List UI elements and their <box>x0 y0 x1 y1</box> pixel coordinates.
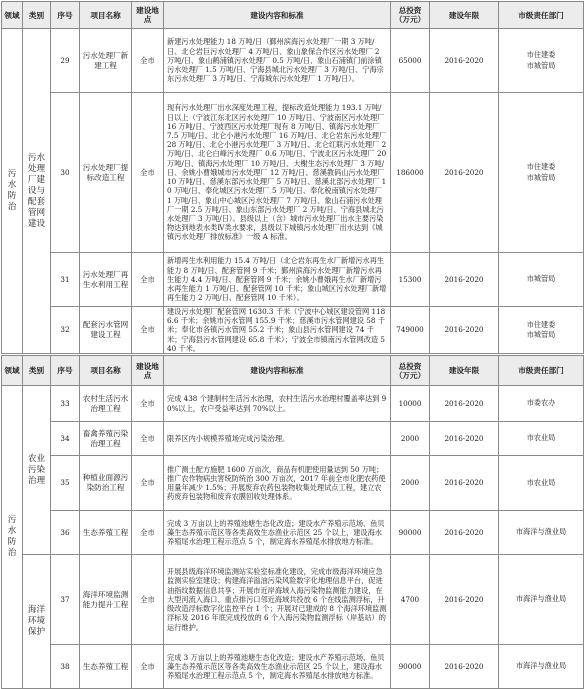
location-cell: 全市 <box>132 253 164 307</box>
header-project: 项目名称 <box>80 2 132 29</box>
header-years: 建设年限 <box>430 356 499 386</box>
domain-cell: 污水防治 <box>2 386 23 689</box>
years-cell: 2016-2020 <box>430 555 499 645</box>
content-cell: 开展县级海洋环境监测站实验室标准化建设，完成市级海洋环境应急监测实验室建设；构建海洋溢油污染风险数字化地理信息平台，促进油指纹数据信息共享；开展市近岸海域入海污染物监测能力建设，在大型河流入海口、重点排污口邻近海域共投放 6 个在线监测浮标，升级改造浮标数字化监控平台 1 个；开展对已建成的 8 个海洋环境监测浮标及 2016 年底完成投放的 6 个入海污染物监测浮标（岸基站）的运行维护。 <box>164 555 391 645</box>
header-seq: 序号 <box>51 2 80 29</box>
investment-cell: 2000 <box>391 456 430 511</box>
investment-cell: 65000 <box>391 29 430 93</box>
dept-cell: 市海洋与渔业局 <box>499 555 584 645</box>
location-cell: 全市 <box>132 555 164 645</box>
table-row <box>2 645 584 689</box>
content-cell: 完成 3 万亩以上的养殖池塘生态化改造；建设水产养殖示范场、鱼贝藻生态养殖示范区等各类高效生态渔业示范区 25 个以上，建设海水养殖尾水治理工程示范点 5 个，制定海水养殖尾水排放地方标准。 <box>164 511 391 555</box>
table-row <box>2 253 584 307</box>
header-category: 类别 <box>23 2 51 29</box>
seq-cell: 30 <box>51 93 80 253</box>
content-cell: 完成 3 万亩以上的养殖池塘生态化改造；建设水产养殖示范场、鱼贝藻生态养殖示范区等各类高效生态渔业示范区 25 个以上，建设海水养殖尾水治理工程示范点 5 个，制定海水养殖尾水排放地方标准。 <box>164 645 391 689</box>
table-row <box>2 456 584 511</box>
header-dept: 市级责任部门 <box>499 356 584 386</box>
seq-cell: 33 <box>51 386 80 422</box>
table-row <box>2 29 584 93</box>
content-cell: 新建污水处理能力 18 万吨/日（鄞州滨海污水处理厂一期 3 万吨/日、北仑岩巨污水处理厂 4 万吨/日、象山象保合作区污水处理厂 2 万吨/日、象山鹤浦镇污水处理厂 0.5 万吨/日、象山石浦镇门前涂镇污水处理厂 1.5 万吨/日、宁海县城北污水处理厂 3 万吨/日、宁海宗东污水处理厂 3 万吨/日、宁海城东污水处理厂 1 万吨/日）。 <box>164 29 391 93</box>
location-cell: 全市 <box>132 93 164 253</box>
content-cell: 建设污水处理厂配套管网 1630.3 千米（宁波中心城区建设管网 1186.6 千米；余姚市污水管网 155.9 千米；慈溪市污水管网建设 58 千米；奉化市各镇污水管网 55.2 千米；象山县污水管网建设 74 千米；宁海县污水管网建设 65.8 千米）；宁波全市镇南污水管网改造 540 千米。 <box>164 307 391 354</box>
table-row <box>2 307 584 354</box>
header-category: 类别 <box>23 356 51 386</box>
seq-cell: 31 <box>51 253 80 307</box>
header-dept: 市级责任部门 <box>499 2 584 29</box>
category-cell: 污水处理厂建设与配套管网建设 <box>23 29 51 354</box>
header-content: 建设内容和标准 <box>164 356 391 386</box>
project-cell: 畜禽养殖污染治理工程 <box>80 422 132 456</box>
location-cell: 全市 <box>132 386 164 422</box>
seq-cell: 35 <box>51 456 80 511</box>
project-cell: 生态养殖工程 <box>80 645 132 689</box>
table-row <box>2 386 584 422</box>
dept-line: 市住建委 <box>526 162 556 171</box>
investment-cell: 186000 <box>391 93 430 253</box>
location-cell: 全市 <box>132 29 164 93</box>
years-cell: 2016-2020 <box>430 422 499 456</box>
project-cell: 污水处理厂再生水利用工程 <box>80 253 132 307</box>
header-location: 建设地点 <box>132 2 164 29</box>
project-cell: 污水处理厂提标改造工程 <box>80 93 132 253</box>
category-cell: 农业污染治理 <box>23 386 51 555</box>
content-cell: 推广测土配方施肥 1600 万亩次，商品有机肥使用量达到 50 万吨；推广农作物病虫害统防统治 300 万亩次，2017 年前全市化肥农药使用量年减少 1.5%；开展废弃农药包装物收集处理试点工程，建立农药废弃包装物和废弃农膜回收处理体系。 <box>164 456 391 511</box>
project-table-upper <box>1 1 584 354</box>
header-seq: 序号 <box>51 356 80 386</box>
seq-cell: 37 <box>51 555 80 645</box>
years-cell: 2016-2020 <box>430 253 499 307</box>
location-cell: 全市 <box>132 422 164 456</box>
content-cell: 新增再生水利用能力 15.4 万吨/日（北仑岩东再生水厂新增污水再生能力 8 万吨/日、配套管网 9 千米；鄞州滨海污水处理厂新增污水再生能力 4.4 万吨/日、配套管网 9 千米；余姚小曹娥再生水厂新增污水再生能力 1 万吨/日、配套管网 10 千米；象山城区污水处理厂新增再生能力 2 万吨/日、配套管网 10 千米）。 <box>164 253 391 307</box>
content-cell: 现有污水处理厂出水深度处理工程，提标改造处理能力 193.1 万吨/日以上（宁波江东北区污水处理厂 10 万吨/日、宁波南区污水处理厂 16 万吨/日、宁波西区污水处理厂现有 8 万吨/日、镇海污水处理厂 7.5 万吨/日、北仑小港污水处理厂 16 万吨/日、北仑岩东污水处理厂 28 万吨/日、北仑小港污水处理厂 3 万吨/日、北仑红联污水处理厂 2 万吨/日、北仑白峰污水处理厂 0.6 万吨/日、宁波北区污水处理厂 20 万吨/日、镇海污水处理厂 10 万吨/日、大榭生态污水处理厂 3 万吨/日、余姚小曹娥城市污水处理厂 12 万吨/日、慈溪教码山污水处理厂 10 万吨/日、慈溪东部污水处理厂 5 万吨/日、慈溪北部污水处理厂 10 万吨/日、奉化城区污水处理厂 5 万吨/日、奉化税南镇污水处理厂 1 万吨/日、象山中心城区污水处理厂 7 万吨/日、象山石浦污水处理厂一期 2.5 万吨/日、象山东部污水处理厂 2 万吨/日、宁海县城北污水处理厂 3 万吨/日）。县级以上（含）城市污水处理厂出水主要污染物达到地表水类Ⅳ类水要求，县级以下城镇污水处理厂出水达到《城镇污水处理厂排放标准》一级 A 标准。 <box>164 93 391 253</box>
investment-cell: 90000 <box>391 511 430 555</box>
table-row <box>2 555 584 645</box>
dept-cell <box>499 93 584 253</box>
years-cell: 2016-2020 <box>430 93 499 253</box>
seq-cell: 34 <box>51 422 80 456</box>
investment-cell: 10000 <box>391 386 430 422</box>
dept-cell <box>499 307 584 354</box>
seq-cell: 29 <box>51 29 80 93</box>
location-cell: 全市 <box>132 307 164 354</box>
seq-cell: 32 <box>51 307 80 354</box>
dept-line: 市城管局 <box>526 330 556 339</box>
project-cell: 种植业面源污染防治工程 <box>80 456 132 511</box>
project-cell: 污水处理厂新建工程 <box>80 29 132 93</box>
table-row <box>2 93 584 253</box>
years-cell: 2016-2020 <box>430 511 499 555</box>
dept-line: 市住建委 <box>526 319 556 329</box>
dept-cell: 市海洋与渔业局 <box>499 511 584 555</box>
investment-cell: 749000 <box>391 307 430 354</box>
table-header-row <box>2 356 584 386</box>
years-cell: 2016-2020 <box>430 456 499 511</box>
years-cell: 2016-2020 <box>430 29 499 93</box>
location-cell: 全市 <box>132 511 164 555</box>
table-row <box>2 422 584 456</box>
investment-cell: 2000 <box>391 422 430 456</box>
years-cell: 2016-2020 <box>430 645 499 689</box>
dept-cell: 市农业局 <box>499 456 584 511</box>
investment-cell: 4700 <box>391 555 430 645</box>
dept-cell: 市城管局 <box>499 253 584 307</box>
table-header-row <box>2 2 584 29</box>
years-cell: 2016-2020 <box>430 307 499 354</box>
header-investment: 总投资（万元） <box>391 2 430 29</box>
header-domain: 领域 <box>2 356 23 386</box>
project-table-lower <box>1 355 584 689</box>
category-cell: 海洋环境保护 <box>23 555 51 689</box>
seq-cell: 36 <box>51 511 80 555</box>
content-cell: 完成 438 个建制村生活污水治理，农村生活污水治理村覆盖率达到 90%以上，农户受益率达到 70%以上。 <box>164 386 391 422</box>
project-cell: 生态养殖工程 <box>80 511 132 555</box>
investment-cell: 90000 <box>391 645 430 689</box>
project-cell: 农村生活污水治理工程 <box>80 386 132 422</box>
project-cell: 配套污水管网建设工程 <box>80 307 132 354</box>
header-years: 建设年限 <box>430 2 499 29</box>
header-location: 建设地点 <box>132 356 164 386</box>
location-cell: 全市 <box>132 645 164 689</box>
content-cell: 限养区内小规模养殖场完成污染治理。 <box>164 422 391 456</box>
location-cell: 全市 <box>132 456 164 511</box>
seq-cell: 38 <box>51 645 80 689</box>
years-cell: 2016-2020 <box>430 386 499 422</box>
table-row <box>2 511 584 555</box>
dept-line: 市城管局 <box>526 60 556 70</box>
dept-line: 市城管局 <box>526 172 556 182</box>
header-content: 建设内容和标准 <box>164 2 391 29</box>
dept-cell: 市海洋与渔业局 <box>499 645 584 689</box>
dept-cell: 市农业局 <box>499 422 584 456</box>
dept-cell <box>499 29 584 93</box>
dept-line: 市住建委 <box>526 50 556 59</box>
domain-cell: 污水防治 <box>2 29 23 354</box>
header-investment: 总投资（万元） <box>391 356 430 386</box>
header-domain: 领域 <box>2 2 23 29</box>
dept-cell: 市委农办 <box>499 386 584 422</box>
header-project: 项目名称 <box>80 356 132 386</box>
project-cell: 海洋环境监测能力提升工程 <box>80 555 132 645</box>
investment-cell: 15300 <box>391 253 430 307</box>
